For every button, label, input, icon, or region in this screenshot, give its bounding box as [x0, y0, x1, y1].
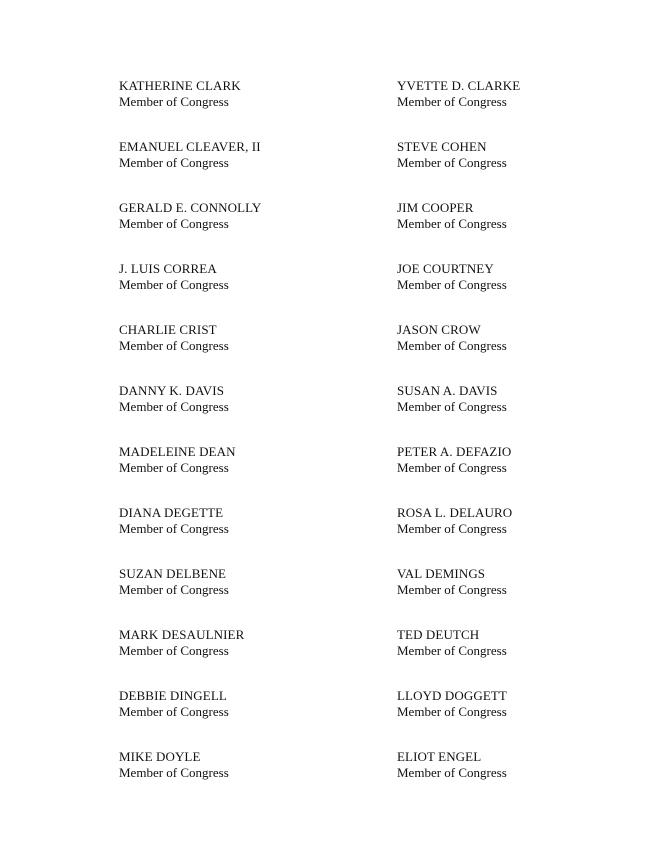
signatory-title: Member of Congress: [397, 338, 507, 353]
signature-block: [119, 139, 397, 200]
signatory-title: Member of Congress: [119, 155, 229, 170]
signatory-name: YVETTE D. CLARKE: [397, 78, 521, 93]
signatory-name: JIM COOPER: [397, 200, 474, 215]
signature-block: [397, 627, 559, 688]
signatory-title: Member of Congress: [397, 643, 507, 658]
signature-block: [119, 627, 397, 688]
signatory-title: Member of Congress: [397, 399, 507, 414]
signature-block: [397, 261, 559, 322]
signature-block: [397, 200, 559, 261]
signatory-name: ROSA L. DELAURO: [397, 505, 513, 520]
signature-block: [397, 322, 559, 383]
signature-block: [119, 383, 397, 444]
signature-block: [397, 749, 559, 810]
signatory-name: SUSAN A. DAVIS: [397, 383, 498, 398]
signatory-title: Member of Congress: [119, 765, 229, 780]
signature-block: [397, 505, 559, 566]
signature-block: [397, 78, 559, 139]
signatory-name: GERALD E. CONNOLLY: [119, 200, 262, 215]
signatory-name: PETER A. DEFAZIO: [397, 444, 512, 459]
signatory-title: Member of Congress: [119, 399, 229, 414]
signatory-title: Member of Congress: [397, 521, 507, 536]
signature-block: [119, 322, 397, 383]
signatory-name: KATHERINE CLARK: [119, 78, 241, 93]
signature-block: [397, 566, 559, 627]
signature-block: [119, 261, 397, 322]
signatory-name: SUZAN DELBENE: [119, 566, 227, 581]
signatory-name: TED DEUTCH: [397, 627, 480, 642]
signatory-name: JOE COURTNEY: [397, 261, 494, 276]
signatory-title: Member of Congress: [397, 216, 507, 231]
signature-block: [119, 749, 397, 810]
signatory-name: EMANUEL CLEAVER, II: [119, 139, 261, 154]
signatory-title: Member of Congress: [119, 460, 229, 475]
signatory-name: STEVE COHEN: [397, 139, 487, 154]
signatory-title: Member of Congress: [397, 460, 507, 475]
signatory-name: LLOYD DOGGETT: [397, 688, 507, 703]
signatory-title: Member of Congress: [397, 765, 507, 780]
signatory-title: Member of Congress: [119, 277, 229, 292]
signatory-name: MARK DESAULNIER: [119, 627, 245, 642]
signatory-name: CHARLIE CRIST: [119, 322, 217, 337]
signatory-name: DEBBIE DINGELL: [119, 688, 227, 703]
signatory-title: Member of Congress: [397, 94, 507, 109]
signatory-name: JASON CROW: [397, 322, 481, 337]
signatory-name: DANNY K. DAVIS: [119, 383, 225, 398]
signature-block: [397, 383, 559, 444]
signature-block: [119, 688, 397, 749]
signatory-name: MIKE DOYLE: [119, 749, 201, 764]
signature-block: [397, 688, 559, 749]
signatory-title: Member of Congress: [397, 155, 507, 170]
signature-block: [119, 566, 397, 627]
signatory-name: DIANA DEGETTE: [119, 505, 224, 520]
signature-block: [119, 78, 397, 139]
signatory-title: Member of Congress: [397, 277, 507, 292]
signatory-title: Member of Congress: [119, 582, 229, 597]
signature-block: [397, 139, 559, 200]
signatory-name: ELIOT ENGEL: [397, 749, 482, 764]
signatory-name: VAL DEMINGS: [397, 566, 486, 581]
signatory-name: J. LUIS CORREA: [119, 261, 217, 276]
signatory-title: Member of Congress: [119, 521, 229, 536]
signatory-title: Member of Congress: [397, 582, 507, 597]
signatory-title: Member of Congress: [119, 704, 229, 719]
signature-block: [119, 200, 397, 261]
signatory-name: MADELEINE DEAN: [119, 444, 236, 459]
signatory-title: Member of Congress: [119, 643, 229, 658]
signatory-title: Member of Congress: [397, 704, 507, 719]
signatory-title: Member of Congress: [119, 94, 229, 109]
signature-block-list: [119, 78, 559, 810]
signature-block: [119, 444, 397, 505]
signature-block: [119, 505, 397, 566]
signatory-title: Member of Congress: [119, 216, 229, 231]
signatory-title: Member of Congress: [119, 338, 229, 353]
signature-block: [397, 444, 559, 505]
